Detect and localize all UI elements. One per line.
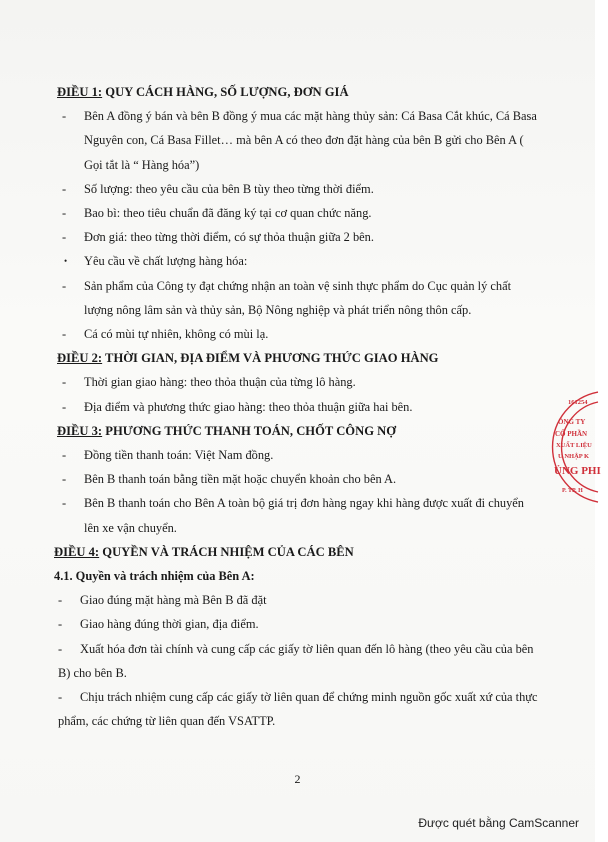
seal-text-line: ÔNG TY [558, 418, 586, 426]
article-2-number: ĐIỀU 2: [57, 351, 103, 366]
article-4-title: QUYỀN VÀ TRÁCH NHIỆM CỦA CÁC BÊN [99, 544, 354, 559]
dash-marker: - [58, 593, 63, 608]
dash-marker: - [62, 496, 67, 511]
list-item-text: Bên A đồng ý bán và bên B đồng ý mua các mặt hàng thủy sản: Cá Basa Cắt khúc, Cá Basa Nguyên con, Cá Basa Fillet… mà bên A có theo đơn đặt hàng của bên B gửi cho Bên A ( Gọi tắt là “ Hàng hóa”) [84, 109, 537, 172]
list-item [58, 685, 538, 733]
article-1-heading [57, 80, 538, 104]
list-item [58, 612, 538, 636]
article-4-number: ĐIỀU 4: [54, 544, 100, 559]
list-item [58, 322, 538, 346]
article-4-list [58, 588, 538, 733]
dash-marker: - [62, 472, 67, 487]
dash-marker: - [62, 375, 67, 390]
list-item [58, 467, 538, 491]
camscanner-footer: Được quét bằng CamScanner [418, 816, 579, 830]
list-item [58, 491, 538, 539]
list-item-text: Địa điểm và phương thức giao hàng: theo thỏa thuận giữa hai bên. [84, 399, 413, 414]
list-item-text: Xuất hóa đơn tài chính và cung cấp các giấy tờ liên quan đến lô hàng (theo yêu cầu của bên B) cho bên B. [58, 641, 534, 680]
list-item [58, 370, 538, 394]
bullet-marker: • [64, 256, 68, 267]
list-item-text: Thời gian giao hàng: theo thỏa thuận của từng lô hàng. [84, 375, 356, 390]
list-item [58, 637, 538, 685]
dash-marker: - [58, 690, 63, 705]
seal-text-line: U NHẬP K [558, 453, 590, 460]
dash-marker: - [62, 230, 67, 245]
article-3-heading [57, 419, 538, 443]
dash-marker: - [62, 327, 67, 342]
list-item-text: Số lượng: theo yêu cầu của bên B tùy theo từng thời điểm. [84, 181, 374, 196]
list-item-text: Bên B thanh toán bằng tiền mặt hoặc chuyển khoản cho bên A. [84, 472, 397, 487]
company-seal-stamp [548, 388, 608, 506]
list-item-text: Giao đúng mặt hàng mà Bên B đã đặt [80, 593, 267, 608]
contract-body [54, 80, 538, 733]
seal-text-line: XUẤT LIỆU [556, 442, 592, 449]
seal-text-line: 161254 [568, 399, 588, 406]
list-item [58, 177, 538, 201]
article-1-list [58, 104, 538, 346]
list-item-text: Đơn giá: theo từng thời điểm, có sự thỏa thuận giữa 2 bên. [84, 230, 374, 245]
list-item-text: Yêu cầu về chất lượng hàng hóa: [84, 254, 248, 269]
dash-marker: - [62, 448, 67, 463]
list-item [58, 588, 538, 612]
list-item [58, 201, 538, 225]
list-item-text: Chịu trách nhiệm cung cấp các giấy tờ liên quan để chứng minh nguồn gốc xuất xứ của thực phẩm, các chứng từ liên quan đến VSATTP. [58, 690, 538, 729]
section-4-1-heading: 4.1. Quyền và trách nhiệm của Bên A: [54, 569, 255, 584]
dash-marker: - [62, 278, 67, 293]
list-item-text: Đồng tiền thanh toán: Việt Nam đồng. [84, 448, 274, 463]
article-3-title: PHƯƠNG THỨC THANH TOÁN, CHỐT CÔNG NỢ [102, 423, 397, 438]
dash-marker: - [58, 641, 63, 656]
article-3-list [58, 443, 538, 540]
list-item [58, 225, 538, 249]
article-2-heading [57, 346, 538, 370]
list-item-text: Giao hàng đúng thời gian, địa điểm. [80, 617, 259, 632]
dash-marker: - [62, 399, 67, 414]
article-2-list [58, 370, 538, 418]
list-item [58, 443, 538, 467]
article-2-title: THỜI GIAN, ĐỊA ĐIỂM VÀ PHƯƠNG THỨC GIAO HÀNG [102, 351, 439, 366]
article-1-number: ĐIỀU 1: [57, 85, 103, 99]
seal-text-line: ỦNG PHI [554, 465, 601, 477]
list-item [58, 104, 538, 177]
list-item-text: Bên B thanh toán cho Bên A toàn bộ giá trị đơn hàng ngay khi hàng được xuất đi chuyển lên xe vận chuyển. [84, 496, 524, 535]
list-item [58, 395, 538, 419]
seal-text-line: P. TP. H [562, 488, 583, 494]
dash-marker: - [58, 617, 63, 632]
article-4-heading [54, 540, 538, 564]
seal-text-line: CỔ PHẦN [555, 430, 588, 438]
list-item-text: Bao bì: theo tiêu chuẩn đã đăng ký tại cơ quan chức năng. [84, 206, 372, 221]
dash-marker: - [62, 109, 67, 124]
article-3-number: ĐIỀU 3: [57, 423, 103, 438]
list-item-text: Cá có mùi tự nhiên, không có mùi lạ. [84, 327, 269, 342]
list-item-text: Sản phẩm của Công ty đạt chứng nhận an toàn vệ sinh thực phẩm do Cục quản lý chất lượng nông lâm sản và thủy sản, Bộ Nông nghiệp và phát triển nông thôn cấp. [84, 278, 512, 317]
article-1-title: QUY CÁCH HÀNG, SỐ LƯỢNG, ĐƠN GIÁ [102, 85, 349, 99]
list-item [58, 274, 538, 322]
list-item [58, 249, 538, 273]
dash-marker: - [62, 206, 67, 221]
page-number: 2 [294, 772, 301, 786]
dash-marker: - [62, 181, 67, 196]
